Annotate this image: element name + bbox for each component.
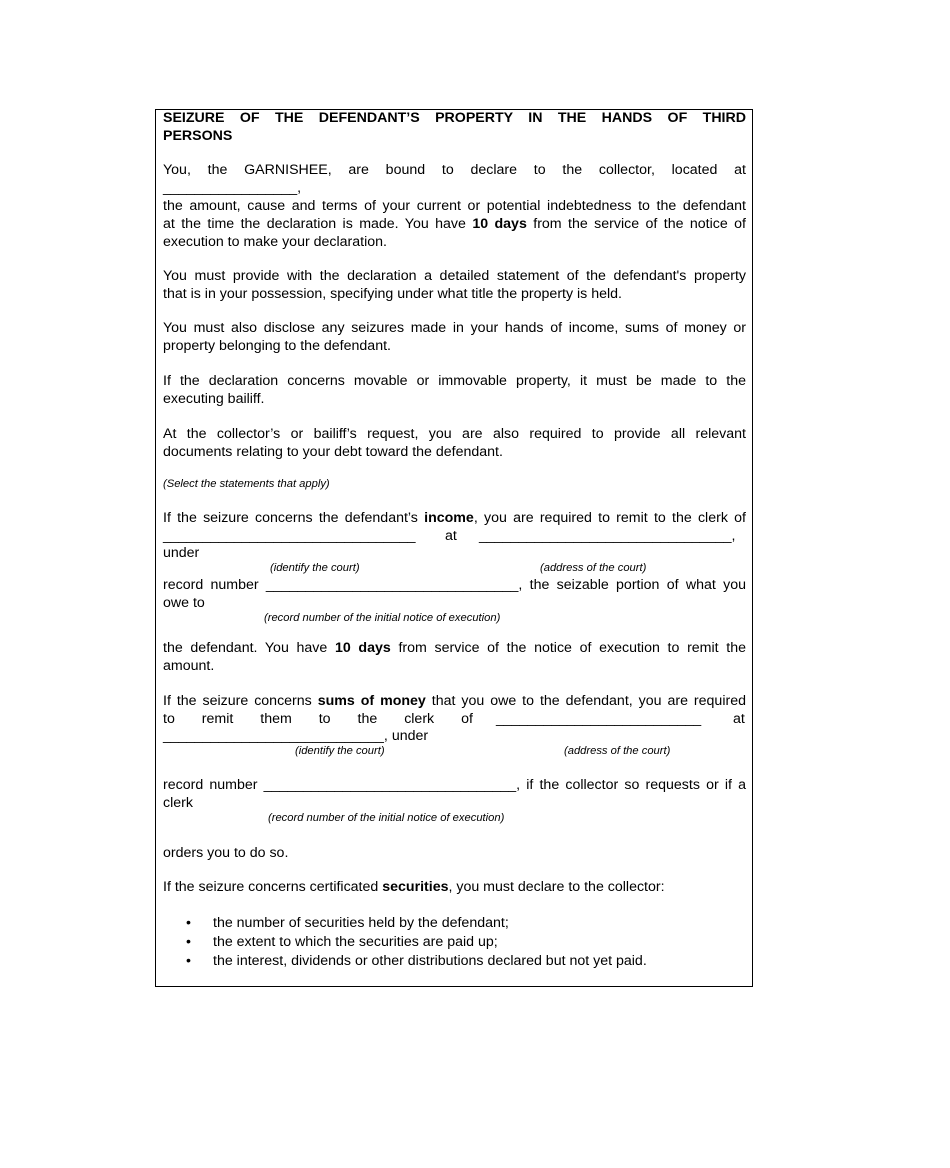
income-owe-to: owe to <box>163 595 205 611</box>
collector-location-blank[interactable]: _________________, <box>163 180 302 196</box>
disclose-line2: property belonging to the defendant. <box>163 338 391 354</box>
list-item: the number of securities held by the defendant; <box>213 915 509 931</box>
garnishee-intro-line5: execution to make your declaration. <box>163 234 387 250</box>
money-court-blank[interactable]: __________________________ <box>496 711 702 727</box>
garnishee-intro-line4: at the time the declaration is made. You have 10 days from the service of the notice of <box>163 216 746 232</box>
income-record-number-line[interactable]: record number ________________________________, the seizable portion of what you <box>163 577 746 593</box>
money-hint-court: (identify the court) <box>295 745 385 757</box>
bullet-icon: • <box>186 953 191 969</box>
money-hint-address: (address of the court) <box>564 745 671 757</box>
income-hint-record: (record number of the initial notice of execution) <box>264 612 501 624</box>
income-under: under <box>163 545 200 561</box>
money-address-blank[interactable]: ____________________________, under <box>163 728 429 744</box>
documents-line2: documents relating to your debt toward the defendant. <box>163 444 503 460</box>
income-amount: amount. <box>163 658 215 674</box>
section-title-line2: PERSONS <box>163 128 233 144</box>
movable-line2: executing bailiff. <box>163 391 265 407</box>
securities-line1: If the seizure concerns certificated securities, you must declare to the collector: <box>163 879 665 895</box>
money-clerk: clerk <box>163 795 193 811</box>
disclose-line1: You must also disclose any seizures made in your hands of income, sums of money or <box>163 320 746 336</box>
income-remit-line: the defendant. You have 10 days from service of the notice of execution to remit the <box>163 640 747 656</box>
money-at-label: at <box>733 711 745 727</box>
money-line1: If the seizure concerns sums of money that you owe to the defendant, you are required <box>163 693 746 709</box>
money-line2: to remit them to the clerk of <box>163 711 473 727</box>
income-hint-address: (address of the court) <box>540 562 647 574</box>
bullet-icon: • <box>186 934 191 950</box>
income-address-blank[interactable]: ________________________________, <box>479 528 736 544</box>
statement-line1: You must provide with the declaration a detailed statement of the defendant's property <box>163 268 746 284</box>
select-statements-note: (Select the statements that apply) <box>163 478 330 490</box>
income-line1: If the seizure concerns the defendant’s income, you are required to remit to the clerk of <box>163 510 746 526</box>
movable-line1: If the declaration concerns movable or immovable property, it must be made to the <box>163 373 746 389</box>
income-hint-court: (identify the court) <box>270 562 360 574</box>
garnishee-intro-line1: You, the GARNISHEE, are bound to declare to the collector, located at <box>163 162 746 178</box>
list-item: the interest, dividends or other distributions declared but not yet paid. <box>213 953 647 969</box>
money-orders: orders you to do so. <box>163 845 289 861</box>
list-item: the extent to which the securities are paid up; <box>213 934 498 950</box>
garnishee-intro-line3: the amount, cause and terms of your current or potential indebtedness to the defendant <box>163 198 746 214</box>
section-title-line1: SEIZURE OF THE DEFENDANT’S PROPERTY IN THE HANDS OF THIRD <box>163 110 746 126</box>
statement-line2: that is in your possession, specifying under what title the property is held. <box>163 286 622 302</box>
documents-line1: At the collector’s or bailiff’s request, you are also required to provide all relevant <box>163 426 746 442</box>
income-at-label: at <box>445 528 457 544</box>
bullet-icon: • <box>186 915 191 931</box>
money-hint-record: (record number of the initial notice of execution) <box>268 812 505 824</box>
income-court-blank[interactable]: ________________________________ <box>163 528 416 544</box>
money-record-number-line[interactable]: record number ________________________________, if the collector so requests or if a <box>163 777 746 793</box>
